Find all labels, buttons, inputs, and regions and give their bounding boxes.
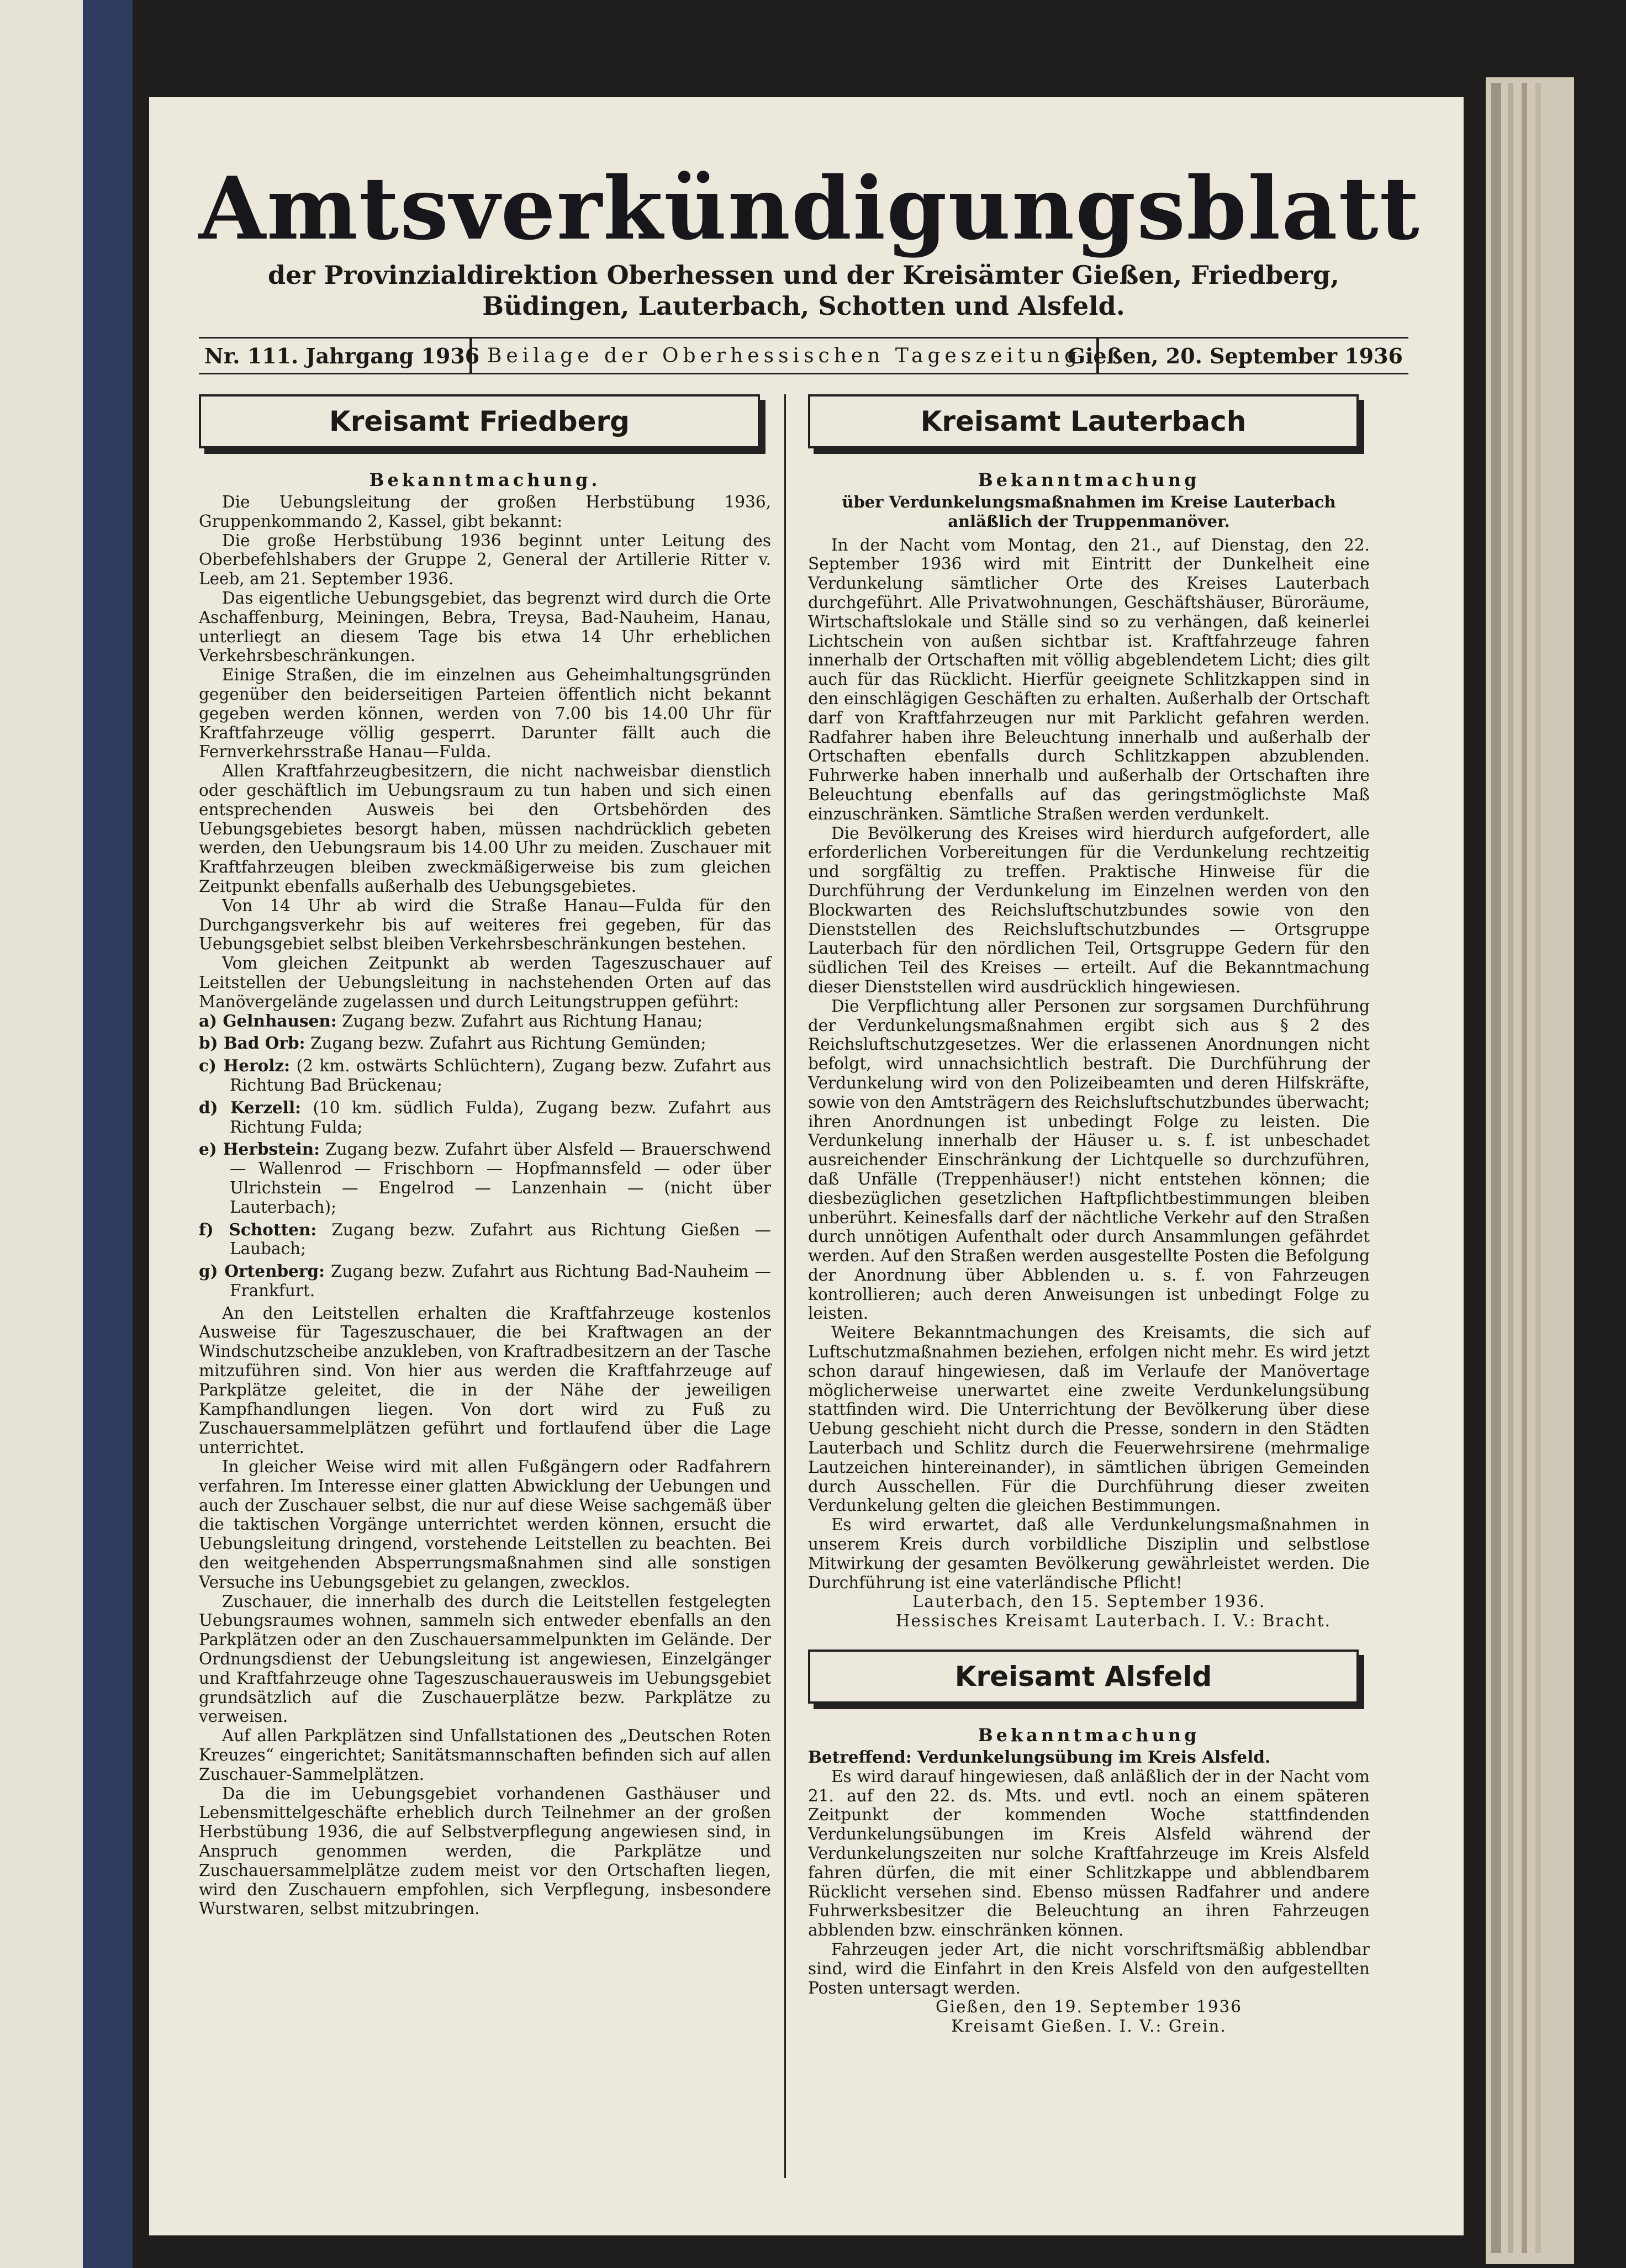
spacer	[808, 1631, 1370, 1650]
paragraph: Von 14 Uhr ab wird die Straße Hanau—Fulda für den Durchgangsverkehr bis auf weiteres frei gegeben, für das Uebungsgebiet selbst bleiben Verkehrsbeschränkungen bestehen.	[199, 896, 771, 954]
list-item-place: a) Gelnhausen:	[199, 1011, 337, 1030]
list-item	[199, 1098, 771, 1137]
place-date: Lauterbach, den 15. September 1936.	[912, 1592, 1266, 1611]
list-item-place: d) Kerzell:	[199, 1097, 302, 1117]
paragraph: Die große Herbstübung 1936 beginnt unter Leitung des Oberbefehlshabers der Gruppe 2, General der Artillerie Ritter v. Leeb, am 21. September 1936.	[199, 531, 771, 589]
paragraph: Einige Straßen, die im einzelnen aus Geheimhaltungsgründen gegenüber den beiderseitigen Parteien öffentlich nicht bekannt gegeben werden können, werden von 7.00 bis 14.00 Uhr für Kraftfahrzeuge völlig gesperrt. Darunter fällt auch die Fernverkehrsstraße Hanau—Fulda.	[199, 665, 771, 762]
column-right	[784, 394, 1370, 2178]
paragraph: Allen Kraftfahrzeugbesitzern, die nicht nachweisbar dienstlich oder geschäftlich im Uebungsraum zu tun haben und sich einen entsprechenden Ausweis bei den Ortsbehörden des Uebungsgebietes besorgt haben, müssen nachdrücklich gebeten werden, den Uebungsraum bis 14.00 Uhr zu meiden. Zuschauer mit Kraftfahrzeugen bleiben zweckmäßigerweise bis zum gleichen Zeitpunkt ebenfalls außerhalb des Uebungsgebietes.	[199, 762, 771, 896]
supplement-line: Beilage der Oberhessischen Tageszeitung	[472, 339, 1099, 373]
access-points-list	[199, 1012, 771, 1300]
list-item	[199, 1140, 771, 1217]
notice-title: Bekanntmachung	[978, 1725, 1200, 1746]
list-item	[199, 1034, 771, 1053]
paragraph: Auf allen Parkplätzen sind Unfallstationen des „Deutschen Roten Kreuzes“ eingerichtet; Sanitätsmannschaften befinden sich auf allen Zuschauer-Sammelplätzen.	[199, 1726, 771, 1784]
masthead-subtitle: der Provinzialdirektion Oberhessen und der Kreisämter Gießen, Friedberg, Büdingen, Lauterbach, Schotten und Alsfeld.	[268, 260, 1339, 321]
paragraph: Weitere Bekanntmachungen des Kreisamts, die sich auf Luftschutzmaßnahmen beziehen, erfolgen nicht mehr. Es wird jetzt schon darauf hingewiesen, daß im Verlaufe der Manövertage möglicherweise unerwartet eine zweite Verdunkelungsübung stattfinden wird. Die Unterrichtung der Bevölkerung über diese Uebung geschieht nicht durch die Presse, sondern in den Städten Lauterbach und Schlitz durch die Feuerwehrsirene (mehrmalige Lautzeichen hintereinander), in sämtlichen übrigen Gemeinden durch Ausschellen. Für die Durchführung dieser zweiten Verdunkelung gelten die gleichen Bestimmungen.	[808, 1323, 1370, 1515]
paragraph: Da die im Uebungsgebiet vorhandenen Gasthäuser und Lebensmittelgeschäfte erheblich durch Teilnehmer an der großen Herbstübung 1936, die auf Selbstverpflegung angewiesen sind, in Anspruch genommen werden, die Parkplätze und Zuschauersammelplätze zudem meist vor den Ortschaften liegen, wird den Zuschauern empfohlen, sich Verpflegung, insbesondere Wurstwaren, selbst mitzubringen.	[199, 1784, 771, 1918]
list-item	[199, 1012, 771, 1031]
section-heading-friedberg: Kreisamt Friedberg	[199, 394, 760, 448]
list-item-text: (2 km. ostwärts Schlüchtern), Zugang bezw. Zufahrt aus Richtung Bad Brückenau;	[230, 1056, 771, 1095]
list-item	[199, 1262, 771, 1300]
paragraph: An den Leitstellen erhalten die Kraftfahrzeuge kostenlos Ausweise für Tageszuschauer, die bei Kraftwagen an der Windschutzscheibe anzukleben, von Kraftradbesitzern an der Tasche mitzuführen sind. Von hier aus werden die Kraftfahrzeuge auf Parkplätze geleitet, die in der Nähe der jeweiligen Kampfhandlungen liegen. Von dort wird zu Fuß zu Zuschauersammelplätzen geführt und fortlaufend über die Lage unterrichtet.	[199, 1303, 771, 1457]
notice-subject: Betreffend: Verdunkelungsübung im Kreis Alsfeld.	[808, 1747, 1271, 1767]
paragraph: Das eigentliche Uebungsgebiet, das begrenzt wird durch die Orte Aschaffenburg, Meiningen, Bebra, Treysa, Bad-Nauheim, Hanau, unterliegt an diesem Tage bis etwa 14 Uhr erheblichen Verkehrsbeschränkungen.	[199, 589, 771, 665]
issue-place-date: Gießen, 20. September 1936	[1067, 343, 1403, 368]
place-date: Gießen, den 19. September 1936	[935, 1997, 1243, 2017]
masthead-title: Amtsverkündigungsblatt	[199, 158, 1421, 259]
paragraph: Es wird erwartet, daß alle Verdunkelungsmaßnahmen in unserem Kreis durch vorbildliche Disziplin und selbstlose Mitwirkung der gesamten Bevölkerung gewährleistet werden. Die Durchführung ist eine vaterländische Pflicht!	[808, 1515, 1370, 1592]
notice-title: Bekanntmachung.	[369, 469, 601, 491]
list-item-text: Zugang bezw. Zufahrt aus Richtung Hanau;	[342, 1011, 703, 1030]
paragraph: Zuschauer, die innerhalb des durch die Leitstellen festgelegten Uebungsraumes wohnen, sammeln sich entweder ebenfalls an den Parkplätzen oder an den Zuschauersammelpunkten im Gelände. Der Ordnungsdienst der Uebungsleitung ist angewiesen, Einzelgänger und Kraftfahrzeuge ohne Tageszuschauerausweis im Uebungsgebiet grundsätzlich auf die Zuschauerplätze bezw. Parkplätze zu verweisen.	[199, 1592, 771, 1726]
list-item-text: Zugang bezw. Zufahrt aus Richtung Gemünden;	[310, 1034, 706, 1053]
columns	[199, 394, 1408, 2178]
list-item-text: Zugang bezw. Zufahrt aus Richtung Gießen — Laubach;	[230, 1220, 771, 1259]
paragraph: Vom gleichen Zeitpunkt ab werden Tageszuschauer auf Leitstellen der Uebungsleitung in nachstehenden Orten auf das Manövergelände zugelassen und durch Leitungstruppen geführt:	[199, 954, 771, 1011]
paragraph: In der Nacht vom Montag, den 21., auf Dienstag, den 22. September 1936 wird mit Eintritt der Dunkelheit eine Verdunkelung sämtlicher Orte des Kreises Lauterbach durchgeführt. Alle Privatwohnungen, Geschäftshäuser, Büroräume, Wirtschaftslokale und Ställe sind so zu verhängen, daß keinerlei Lichtschein von außen sichtbar ist. Kraftfahrzeuge fahren innerhalb der Ortschaften mit völlig abgeblendetem Licht; dies gilt auch für das Rücklicht. Hierfür geeignete Schlitzkappen sind in den einschlägigen Geschäften zu erhalten. Außerhalb der Ortschaft darf von Kraftfahrzeugen nur mit Parklicht gefahren werden. Radfahrer haben ihre Beleuchtung innerhalb und außerhalb der Ortschaften ebenfalls durch Schlitzkappen abzublenden. Fuhrwerke haben innerhalb und außerhalb der Ortschaften ihre Beleuchtung ebenfalls auf das geringstmöglichste Maß einzuschränken. Sämtliche Straßen werden verdunkelt.	[808, 535, 1370, 823]
list-item-text: Zugang bezw. Zufahrt über Alsfeld — Brauerschwend — Wallenrod — Frischborn — Hopfmannsfeld — oder über Ulrichstein — Engelrod — Lanzenhain — (nicht über Lauterbach);	[230, 1140, 771, 1217]
paragraph: Fahrzeugen jeder Art, die nicht vorschriftsmäßig abblendbar sind, wird die Einfahrt in den Kreis Alsfeld von den aufgestellten Posten untersagt werden.	[808, 1940, 1370, 1997]
section-heading-lauterbach: Kreisamt Lauterbach	[808, 394, 1359, 448]
notice-subtitle: über Verdunkelungsmaßnahmen im Kreise Lauterbach anläßlich der Truppenmanöver.	[842, 493, 1336, 531]
notice-title: Bekanntmachung	[978, 469, 1200, 491]
list-item-place: c) Herolz:	[199, 1056, 291, 1076]
paragraph: In gleicher Weise wird mit allen Fußgängern oder Radfahrern verfahren. Im Interesse einer glatten Abwicklung der Uebungen und auch der Zuschauer selbst, die nur auf diese Weise sachgemäß über die taktischen Vorgänge unterrichtet werden können, ersucht die Uebungsleitung dringend, vorstehende Leitstellen zu beachten. Bei den weitgehenden Absperrungsmaßnahmen sind alle sonstigen Versuche ins Uebungsgebiet zu gelangen, zwecklos.	[199, 1457, 771, 1592]
masthead	[199, 158, 1421, 321]
list-item-place: f) Schotten:	[199, 1219, 317, 1239]
list-item	[199, 1056, 771, 1095]
list-item-text: Zugang bezw. Zufahrt aus Richtung Bad-Nauheim — Frankfurt.	[230, 1262, 771, 1300]
signature: Kreisamt Gießen. I. V.: Grein.	[951, 2017, 1227, 2036]
paragraph: Die Verpflichtung aller Personen zur sorgsamen Durchführung der Verdunkelungsmaßnahmen ergibt sich aus § 2 des Reichsluftschutzgesetzes. Wer die erlassenen Anordnungen nicht befolgt, wird unnachsichtlich bestraft. Die Durchführung der Verdunkelung wird von den Polizeibeamten und deren Hilfskräfte, sowie von den Amtsträgern des Reichsluftschutzbundes überwacht; ihren Anordnungen ist unbedingt Folge zu leisten. Die Verdunkelung innerhalb der Häuser u. s. f. ist unbeschadet ausreichender Einschränkung der Lichtquelle so durchzuführen, daß Unfälle (Treppenhäuser!) nicht entstehen können; die diesbezüglichen gesetzlichen Haftpflichtbestimmungen bleiben unberührt. Keinesfalls darf der nächtliche Verkehr auf den Straßen durch unnötigen Aufenthalt oder durch Ansammlungen gefährdet werden. Auf den Straßen werden ausgestellte Posten die Befolgung der Anordnung über Abblenden u. s. f. von Fahrzeugen kontrollieren; auch deren Anweisungen ist unbedingt Folge zu leisten.	[808, 996, 1370, 1323]
list-item-place: b) Bad Orb:	[199, 1033, 305, 1053]
list-item-place: e) Herbstein:	[199, 1139, 320, 1159]
section-heading-alsfeld: Kreisamt Alsfeld	[808, 1650, 1359, 1704]
paragraph: Es wird darauf hingewiesen, daß anläßlich der in der Nacht vom 21. auf den 22. ds. Mts. und evtl. noch an einem späteren Zeitpunkt der kommenden Woche stattfindenden Verdunkelungsübungen im Kreis Alsfeld während der Verdunkelungszeiten nur solche Kraftfahrzeuge im Kreis Alsfeld fahren dürfen, die mit einer Schlitzkappe und abblendbarem Rücklicht versehen sind. Ebenso müssen Radfahrer und andere Fuhrwerksbesitzer die Beleuchtung an ihren Fahrzeugen abblenden bzw. einschränken können.	[808, 1767, 1370, 1940]
column-left	[199, 394, 784, 2178]
list-item	[199, 1220, 771, 1259]
newspaper-page	[149, 97, 1464, 2235]
signature: Hessisches Kreisamt Lauterbach. I. V.: Bracht.	[895, 1611, 1331, 1631]
list-item-text: (10 km. südlich Fulda), Zugang bezw. Zufahrt aus Richtung Fulda;	[230, 1098, 771, 1136]
list-item-place: g) Ortenberg:	[199, 1261, 325, 1281]
paragraph: Die Bevölkerung des Kreises wird hierdurch aufgefordert, alle erforderlichen Vorbereitungen für die Verdunkelung rechtzeitig und sorgfältig zu treffen. Praktische Hinweise für die Durchführung der Verdunkelung im Einzelnen werden von den Blockwarten des Reichsluftschutzbundes sowie von den Dienststellen des Reichsluftschutzbundes — Ortsgruppe Lauterbach für den nördlichen Teil, Ortsgruppe Gedern für den südlichen Teil des Kreises — erteilt. Auf die Bekanntmachung dieser Dienststellen wird ausdrücklich hingewiesen.	[808, 823, 1370, 996]
paragraph: Die Uebungsleitung der großen Herbstübung 1936, Gruppenkommando 2, Kassel, gibt bekannt:	[199, 493, 771, 531]
issue-number: Nr. 111. Jahrgang 1936	[199, 339, 472, 373]
issue-bar	[199, 337, 1408, 374]
